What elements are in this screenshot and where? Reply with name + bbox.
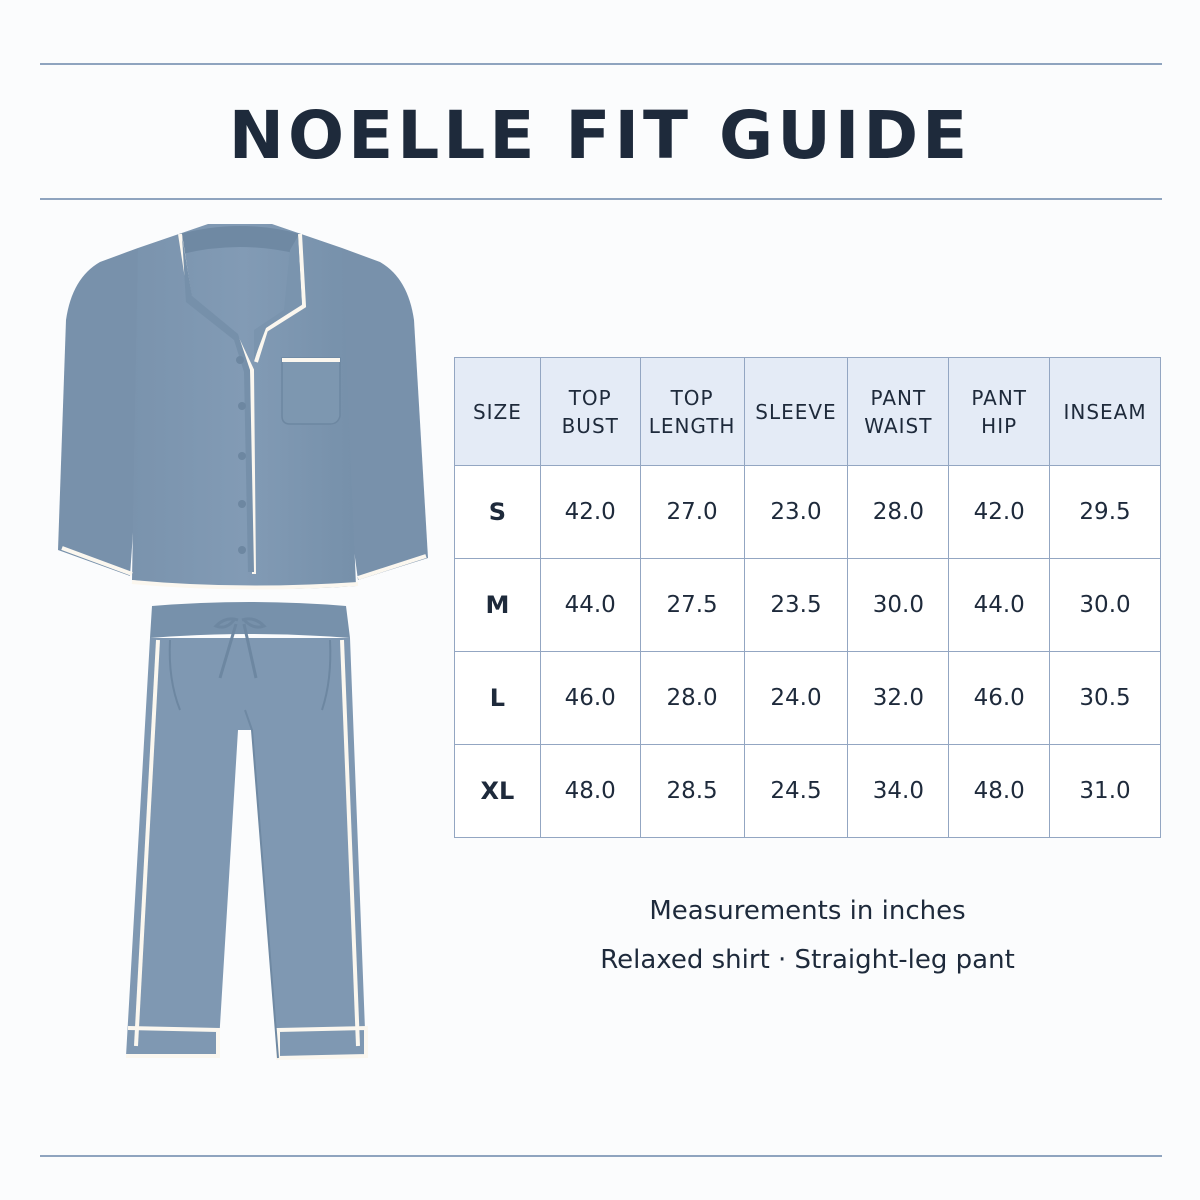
header-pant-waist: PANT WAIST [848, 358, 949, 466]
page-title: NOELLE FIT GUIDE [228, 97, 972, 174]
table-cell: 28.0 [848, 466, 949, 559]
table-cell: 42.0 [540, 466, 640, 559]
pajama-shirt-icon [58, 224, 428, 589]
size-cell: XL [455, 745, 541, 838]
fit-note: Relaxed shirt · Straight-leg pant [600, 945, 1015, 975]
table-row [455, 652, 1161, 745]
table-cell: 30.5 [1050, 652, 1161, 745]
table-cell: 46.0 [540, 652, 640, 745]
table-cell: 28.0 [640, 652, 744, 745]
table-cell: 23.5 [744, 559, 848, 652]
header-top-bust: TOP BUST [540, 358, 640, 466]
units-note: Measurements in inches [649, 896, 966, 926]
table-cell: 29.5 [1050, 466, 1161, 559]
table-cell: 24.5 [744, 745, 848, 838]
table-cell: 44.0 [949, 559, 1050, 652]
header-sleeve: SLEEVE [744, 358, 848, 466]
table-cell: 48.0 [949, 745, 1050, 838]
header-inseam: INSEAM [1050, 358, 1161, 466]
table-cell: 23.0 [744, 466, 848, 559]
header-size: SIZE [455, 358, 541, 466]
table-header-row [455, 358, 1161, 466]
header-pant-hip: PANT HIP [949, 358, 1050, 466]
top-rule [40, 63, 1162, 65]
table-row [455, 466, 1161, 559]
bottom-rule [40, 1155, 1162, 1157]
table-cell: 31.0 [1050, 745, 1161, 838]
title-underline-rule [40, 198, 1162, 200]
table-cell: 44.0 [540, 559, 640, 652]
table-row [455, 559, 1161, 652]
size-chart-table [454, 357, 1161, 838]
table-cell: 34.0 [848, 745, 949, 838]
table-cell: 27.5 [640, 559, 744, 652]
size-cell: M [455, 559, 541, 652]
table-cell: 27.0 [640, 466, 744, 559]
table-cell: 32.0 [848, 652, 949, 745]
table-cell: 28.5 [640, 745, 744, 838]
table-cell: 46.0 [949, 652, 1050, 745]
size-cell: S [455, 466, 541, 559]
pajama-set-icon [40, 210, 440, 1150]
table-cell: 48.0 [540, 745, 640, 838]
table-row [455, 745, 1161, 838]
table-cell: 42.0 [949, 466, 1050, 559]
pajama-pants-icon [126, 602, 366, 1058]
header-top-length: TOP LENGTH [640, 358, 744, 466]
size-cell: L [455, 652, 541, 745]
table-cell: 30.0 [1050, 559, 1161, 652]
table-cell: 24.0 [744, 652, 848, 745]
table-cell: 30.0 [848, 559, 949, 652]
